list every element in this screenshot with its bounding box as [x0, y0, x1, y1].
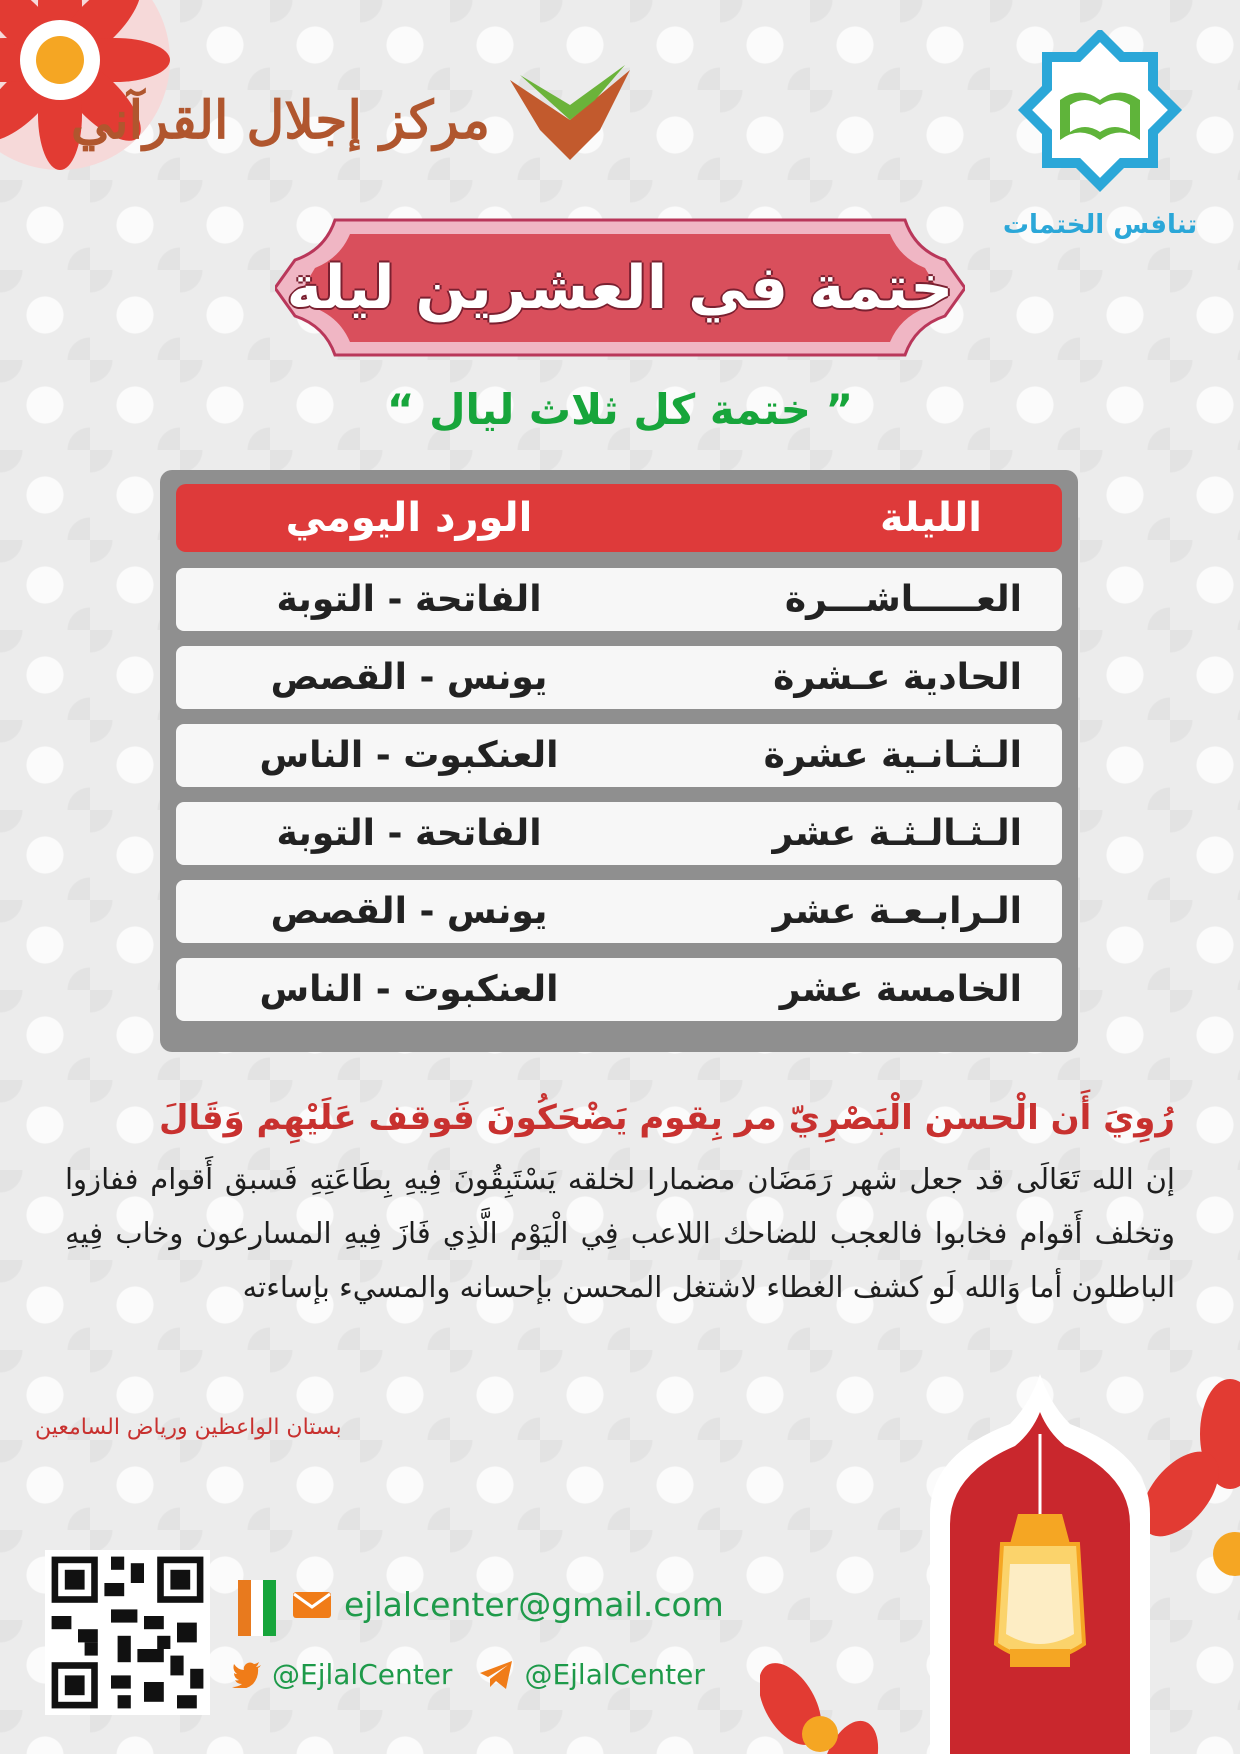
- ejlal-emblem-icon: [500, 60, 640, 170]
- tanafus-caption: تنافس الختمات: [1002, 210, 1198, 240]
- flag-icon: [238, 1580, 276, 1636]
- table-row: [176, 724, 1062, 787]
- corner-lantern-decoration: [760, 1374, 1240, 1754]
- header-wird: الورد اليومي: [285, 495, 533, 541]
- table-row: [176, 646, 1062, 709]
- header-night: الليلة: [880, 495, 982, 541]
- telegram-icon[interactable]: [478, 1659, 514, 1691]
- title-banner: [275, 210, 965, 365]
- row-night: الـثـالـثـة عشر: [772, 813, 1022, 854]
- table-row: [176, 880, 1062, 943]
- social-contacts: [232, 1658, 705, 1691]
- row-wird: الفاتحة - التوبة: [276, 813, 542, 854]
- ejlal-wordmark: مركز إجلال القرآني: [70, 90, 490, 151]
- quote-heading: رُوِيَ أَن الْحسن الْبَصْرِيّ مر بِقوم يَضْحَكُونَ فَوقف عَلَيْهِم وَقَالَ: [159, 1098, 1175, 1138]
- row-night: الـثـانـية عشرة: [763, 735, 1022, 776]
- table-row: [176, 568, 1062, 631]
- telegram-handle[interactable]: @EjlalCenter: [524, 1658, 705, 1691]
- row-wird: الفاتحة - التوبة: [276, 579, 542, 620]
- row-wird: العنكبوت - الناس: [259, 969, 559, 1010]
- email-contact[interactable]: [292, 1585, 724, 1624]
- row-wird: يونس - القصص: [270, 891, 548, 932]
- twitter-icon[interactable]: [232, 1662, 262, 1688]
- page-subtitle: ” ختمة كل ثلاث ليال “: [386, 385, 854, 434]
- row-wird: يونس - القصص: [270, 657, 548, 698]
- page-title: ختمة في العشرين ليلة: [286, 252, 954, 323]
- twitter-handle[interactable]: @EjlalCenter: [272, 1658, 453, 1691]
- row-night: الـرابـعـة عشر: [772, 891, 1022, 932]
- quote-body: إن الله تَعَالَى قد جعل شهر رَمَضَان مضمارا لخلقه يَسْتَبِقُونَ فِيهِ بِطَاعَتِهِ فَسبق أَقوام ففازوا وتخلف أَقوام فخابوا فالعجب للضاحك اللاعب فِي الْيَوْم الَّذِي فَازَ فِيهِ المسارعون وخاب فِيهِ الباطلون أما وَالله لَو كشف الغطاء لاشتغل المحسن بإحسانه والمسيء بإساءته: [65, 1162, 1175, 1304]
- tanafus-logo: [1000, 30, 1200, 240]
- open-book-star-icon: [1000, 30, 1200, 200]
- qr-code[interactable]: [45, 1550, 210, 1715]
- table-header: [176, 484, 1062, 552]
- schedule-table: [160, 470, 1078, 1052]
- row-night: العـــــاشـــرة: [784, 579, 1022, 620]
- quote-source: بستان الواعظين ورياض السامعين: [35, 1415, 342, 1440]
- row-night: الخامسة عشر: [779, 969, 1022, 1010]
- table-row: [176, 802, 1062, 865]
- row-wird: العنكبوت - الناس: [259, 735, 559, 776]
- row-night: الحادية عـشرة: [773, 657, 1022, 698]
- table-row: [176, 958, 1062, 1021]
- email-icon: [292, 1591, 332, 1619]
- ejlal-center-logo: [70, 50, 640, 180]
- email-address[interactable]: ejlalcenter@gmail.com: [344, 1585, 724, 1624]
